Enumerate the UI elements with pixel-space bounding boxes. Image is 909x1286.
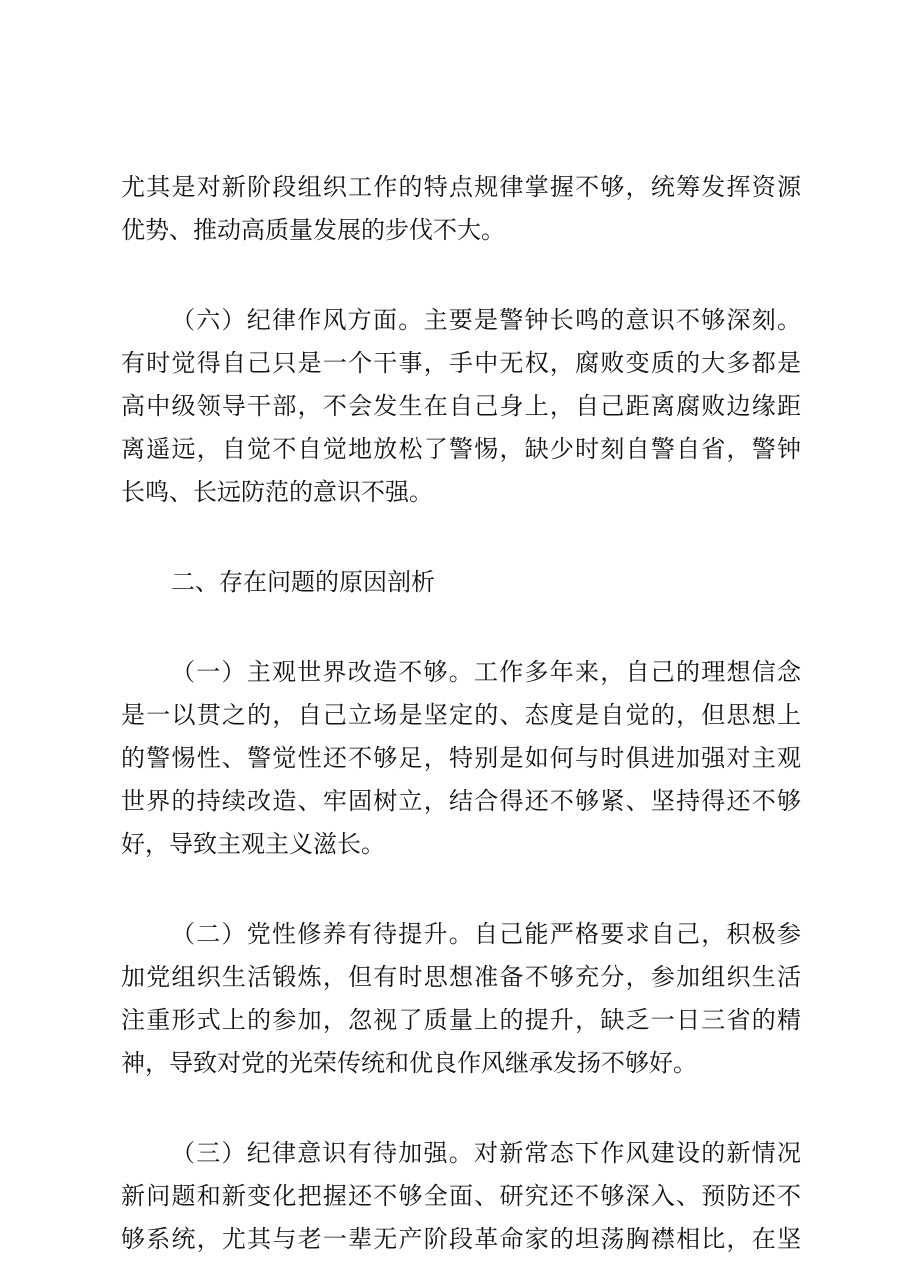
paragraph-line: 的警惕性、警觉性还不够足，特别是如何与时俱进加强对主观 <box>121 744 801 772</box>
paragraph-line: 世界的持续改造、牢固树立，结合得还不够紧、坚持得还不够 <box>121 787 801 815</box>
document-body <box>121 166 801 1261</box>
paragraph-line: 好，导致主观主义滋长。 <box>121 830 385 858</box>
paragraph-line: 注重形式上的参加，忽视了质量上的提升，缺乏一日三省的精 <box>121 1006 801 1034</box>
section-title: 二、存在问题的原因剖析 <box>171 568 435 596</box>
section-heading-line: （三）纪律意识有待加强。对新常态下作风建设的新情况 <box>171 1139 801 1167</box>
paragraph-line: 够系统，尤其与老一辈无产阶段革命家的坦荡胸襟相比，在坚 <box>121 1225 801 1253</box>
paragraph-line: 新问题和新变化把握还不够全面、研究还不够深入、预防还不 <box>121 1182 801 1210</box>
paragraph-gap <box>121 252 801 299</box>
section-heading-line: （六）纪律作风方面。主要是警钟长鸣的意识不够深刻。 <box>171 306 801 334</box>
paragraph-line: 高中级领导干部，不会发生在自己身上，自己距离腐败边缘距 <box>121 392 801 420</box>
section-heading-line: （二）党性修养有待提升。自己能严格要求自己，积极参 <box>171 920 801 948</box>
paragraph-line: 是一以贯之的，自己立场是坚定的、态度是自觉的，但思想上 <box>121 701 801 729</box>
paragraph-line: 加党组织生活锻炼，但有时思想准备不够充分，参加组织生活 <box>121 963 801 991</box>
paragraph-line: 离遥远，自觉不自觉地放松了警惕，缺少时刻自警自省，警钟 <box>121 435 801 463</box>
paragraph-gap <box>121 1085 801 1132</box>
section-heading-line: （一）主观世界改造不够。工作多年来，自己的理想信念 <box>171 658 801 686</box>
paragraph-line: 长鸣、长远防范的意识不强。 <box>121 478 433 506</box>
paragraph-line: 尤其是对新阶段组织工作的特点规律掌握不够，统筹发挥资源 <box>121 173 801 201</box>
paragraph-line: 神，导致对党的光荣传统和优良作风继承发扬不够好。 <box>121 1049 697 1077</box>
paragraph-gap <box>121 604 801 651</box>
paragraph-gap <box>121 866 801 913</box>
paragraph-line: 优势、推动高质量发展的步伐不大。 <box>121 216 505 244</box>
paragraph-line: 有时觉得自己只是一个干事，手中无权，腐败变质的大多都是 <box>121 349 801 377</box>
paragraph-gap <box>121 514 801 561</box>
